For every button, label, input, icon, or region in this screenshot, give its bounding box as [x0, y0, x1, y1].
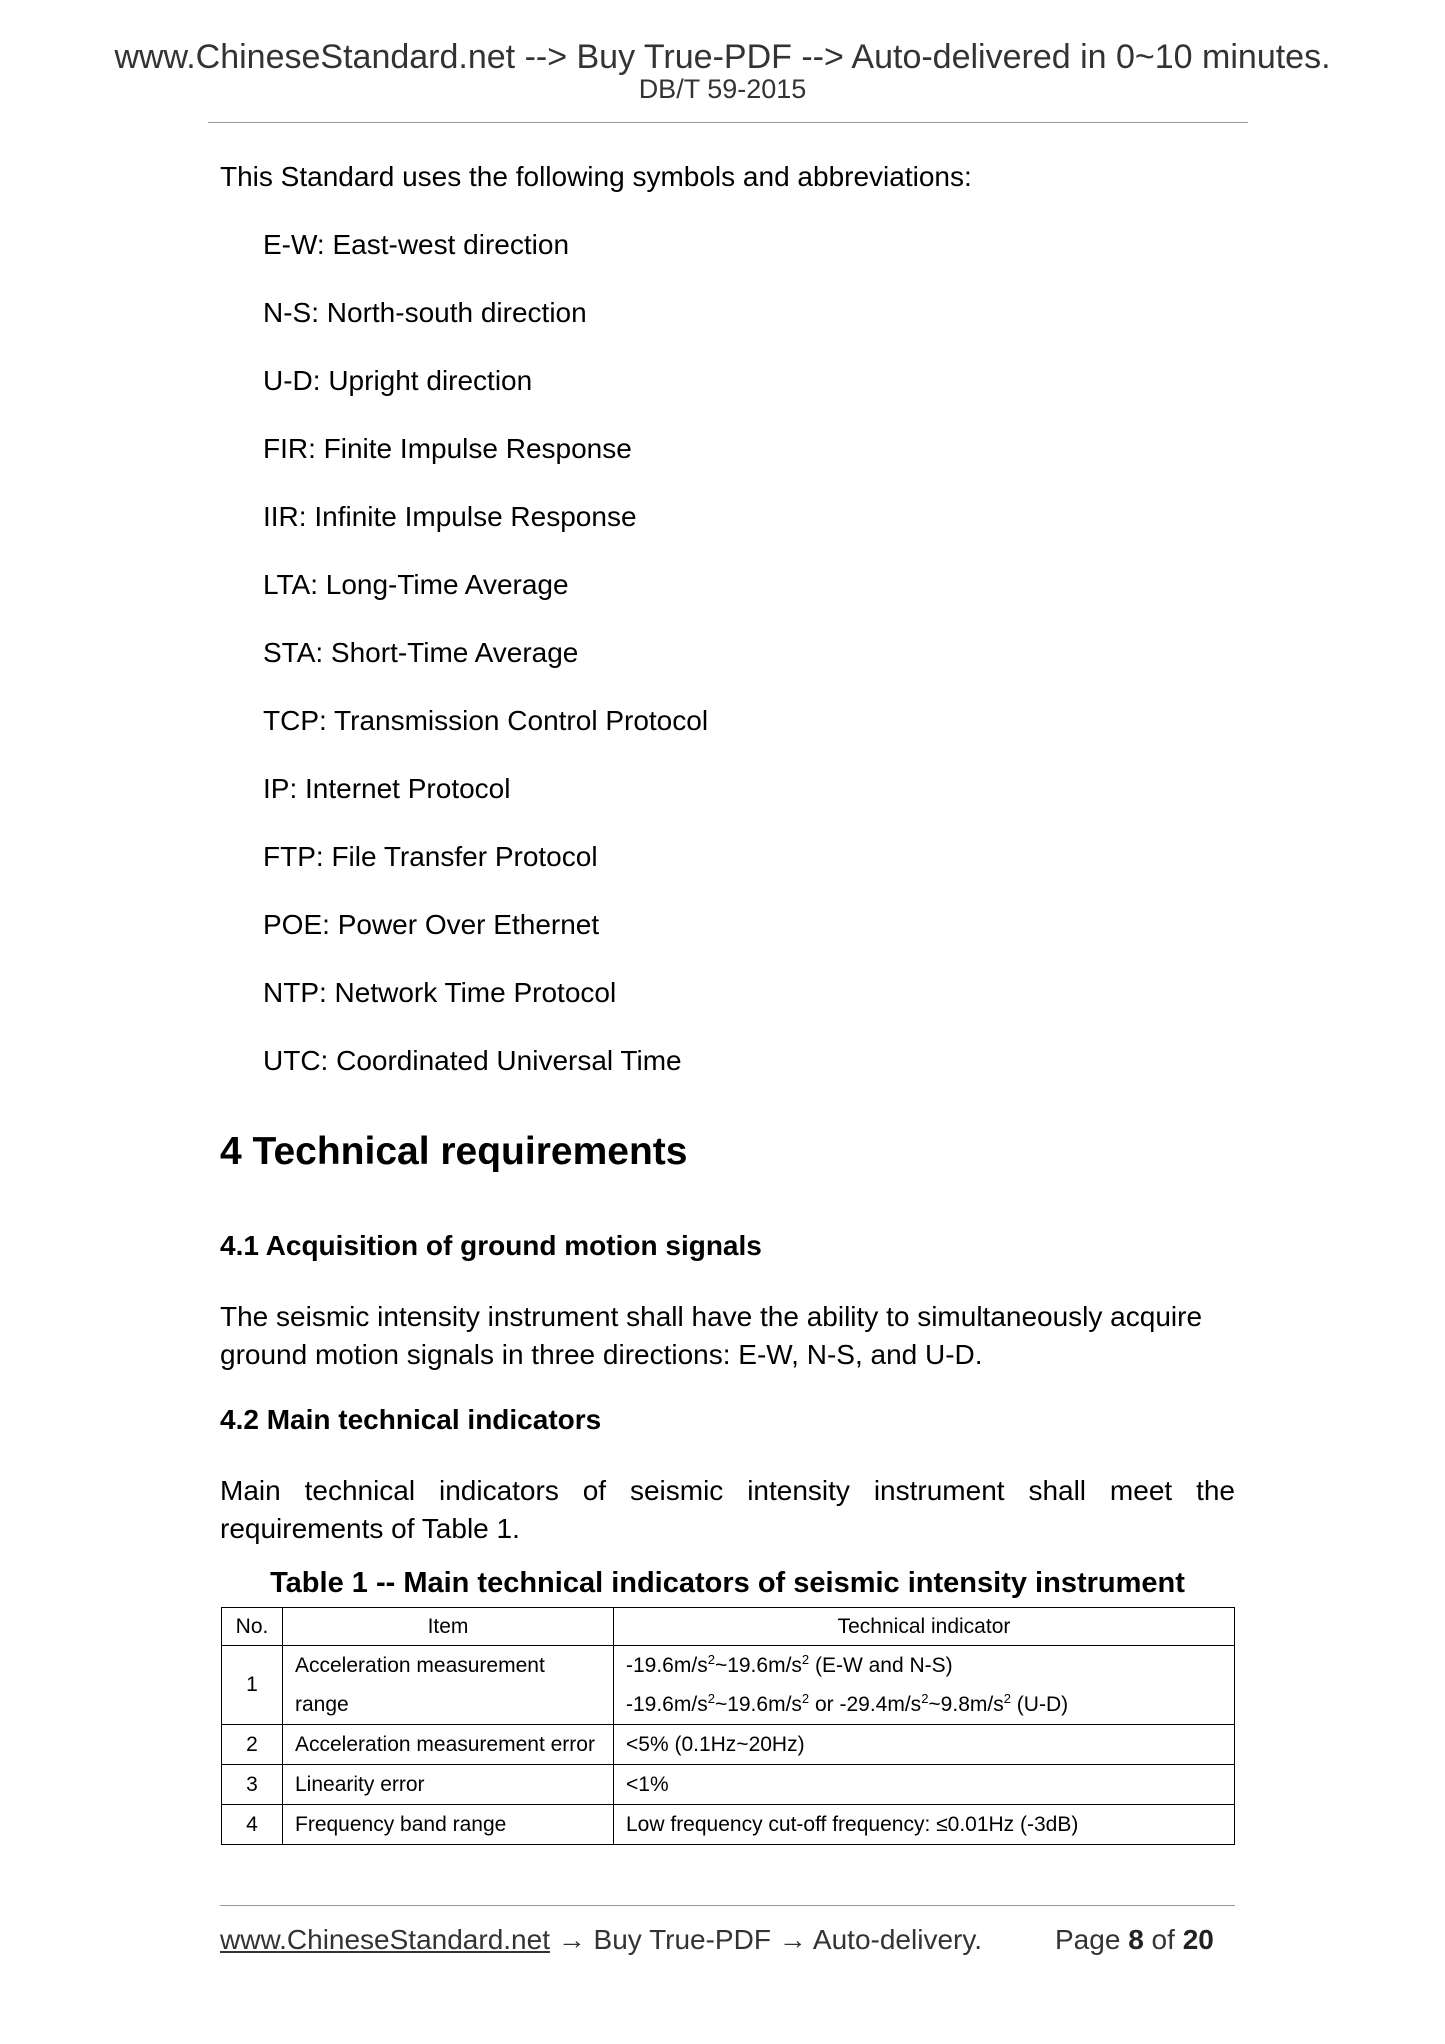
abbreviation-item: TCP: Transmission Control Protocol: [263, 705, 709, 736]
table-1-title: Table 1 -- Main technical indicators of seismic intensity instrument: [270, 1567, 1185, 1599]
row-no: 4: [222, 1805, 283, 1845]
row-indicator: Low frequency cut-off frequency: ≤0.01Hz (-3dB): [614, 1805, 1235, 1845]
section-4-2-heading: 4.2 Main technical indicators: [220, 1404, 602, 1435]
row-indicator: [614, 1646, 1235, 1725]
standard-code: DB/T 59-2015: [638, 74, 807, 104]
section-4-1-heading: 4.1 Acquisition of ground motion signals: [220, 1230, 762, 1261]
row-item: Acceleration measurement error: [283, 1725, 614, 1765]
section-4-1-text: The seismic intensity instrument shall have the ability to simultaneously acquire ground motion signals in three directions: E-W, N-S, and U-D.: [220, 1301, 1203, 1370]
abbreviation-item: LTA: Long-Time Average: [263, 569, 569, 600]
header-divider: [208, 122, 1248, 123]
footer-promo-text: → Buy True-PDF → Auto-delivery.: [549, 1924, 983, 1955]
total-pages: 20: [1182, 1924, 1214, 1955]
table-row: [222, 1646, 1235, 1725]
current-page: 8: [1128, 1924, 1144, 1955]
page-indicator: Page 8 of 20: [1055, 1924, 1214, 1955]
row-item: Acceleration measurement range: [283, 1646, 614, 1725]
abbreviation-item: U-D: Upright direction: [263, 365, 533, 396]
abbreviation-item: FIR: Finite Impulse Response: [263, 433, 632, 464]
row-no: 3: [222, 1765, 283, 1805]
section-4-heading: 4 Technical requirements: [220, 1130, 688, 1173]
abbreviation-item: NTP: Network Time Protocol: [263, 977, 617, 1008]
abbreviation-item: FTP: File Transfer Protocol: [263, 841, 598, 872]
indicator-line: $-19.6m/s^2\sim 19.6m/s^2$ (E-W and N-S): [626, 1652, 953, 1677]
row-indicator: <1%: [614, 1765, 1235, 1805]
header-item: Item: [283, 1608, 614, 1646]
abbreviation-item: IP: Internet Protocol: [263, 773, 511, 804]
section-4-2-text: Main technical indicators of seismic intensity instrument shall meet the requirements of Table 1.: [220, 1475, 1235, 1544]
row-no: 2: [222, 1725, 283, 1765]
table-row: [222, 1765, 1235, 1805]
abbreviation-item: E-W: East-west direction: [263, 229, 570, 260]
table-header-row: [222, 1608, 1235, 1646]
row-item: Linearity error: [283, 1765, 614, 1805]
table-row: [222, 1725, 1235, 1765]
footer-divider: [220, 1905, 1235, 1906]
row-no: 1: [222, 1646, 283, 1725]
header-indicator: Technical indicator: [614, 1608, 1235, 1646]
abbreviation-item: STA: Short-Time Average: [263, 637, 579, 668]
row-indicator: <5% (0.1Hz~20Hz): [614, 1725, 1235, 1765]
abbreviation-item: POE: Power Over Ethernet: [263, 909, 600, 940]
header-no: No.: [222, 1608, 283, 1646]
header-banner: www.ChineseStandard.net --> Buy True-PDF --> Auto-delivered in 0~10 minutes.: [114, 38, 1331, 76]
indicator-line: $-19.6m/s^2\sim 19.6m/s^2$ or $-29.4m/s^2\sim 9.8m/s^2$ (U-D): [626, 1691, 1069, 1716]
footer-promo: [220, 1924, 982, 1956]
abbreviation-item: UTC: Coordinated Universal Time: [263, 1045, 682, 1076]
footer-site-link[interactable]: www.ChineseStandard.net: [220, 1924, 550, 1955]
row-item: Frequency band range: [283, 1805, 614, 1845]
abbreviation-item: N-S: North-south direction: [263, 297, 587, 328]
table-row: [222, 1805, 1235, 1845]
technical-indicators-table: [221, 1607, 1235, 1845]
abbreviations-intro: This Standard uses the following symbols and abbreviations:: [220, 161, 972, 192]
abbreviation-item: IIR: Infinite Impulse Response: [263, 501, 637, 532]
